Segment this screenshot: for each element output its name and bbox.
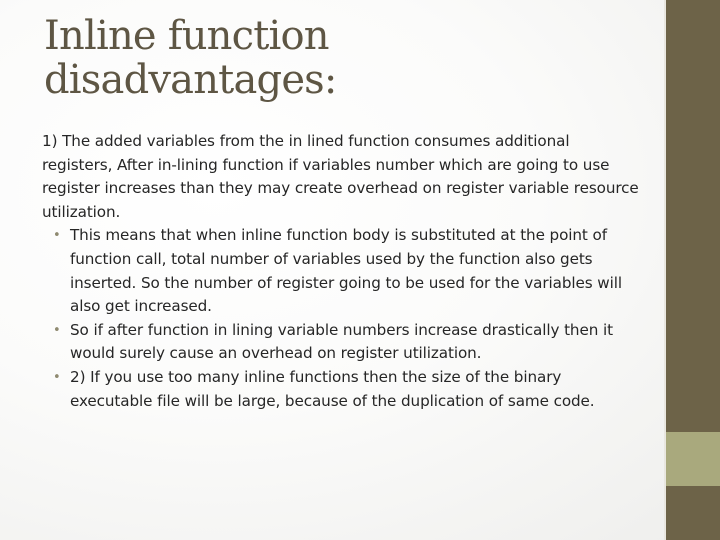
bullet-dot-icon: •: [53, 228, 61, 244]
bullet-text: 2) If you use too many inline functions then the size of the binary executable file will be large, because of the duplication of same code.: [70, 367, 595, 410]
bullet-dot-icon: •: [53, 369, 61, 385]
bullet-item: [42, 366, 642, 413]
slide-title-line-2: disadvantages:: [44, 57, 337, 103]
side-bar-accent-block: [666, 432, 720, 486]
bullet-item: [42, 224, 642, 318]
bullet-list: [42, 224, 642, 413]
bullet-dot-icon: •: [53, 322, 61, 338]
slide-title: [44, 14, 644, 102]
slide-body: [42, 130, 642, 413]
slide-title-line-1: Inline function: [44, 13, 329, 59]
bullet-text: So if after function in lining variable numbers increase drastically then it would surely cause an overhead on register utilization.: [70, 320, 613, 363]
bullet-item: [42, 319, 642, 366]
bullet-text: This means that when inline function body is substituted at the point of function call, total number of variables used by the function also gets inserted. So the number of register going to be used for the variables will also get increased.: [70, 226, 622, 316]
intro-paragraph: 1) The added variables from the in lined function consumes additional registers, After in-lining function if variables number which are going to use register increases than they may create overhead on register variable resource utilization.: [42, 132, 639, 221]
